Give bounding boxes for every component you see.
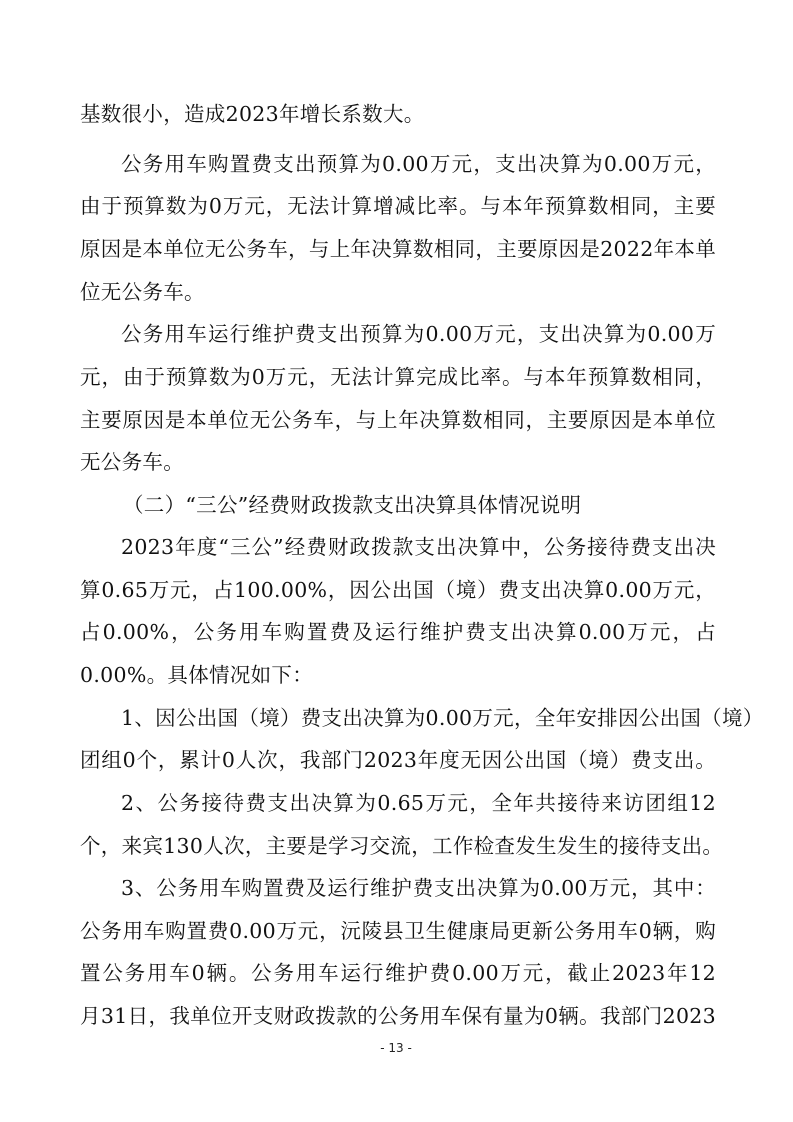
paragraph-line-21: 置公务用车0辆。公务用车运行维护费0.00万元，截止2023年12 [80, 961, 716, 985]
paragraph-line-17: 2、公务接待费支出决算为0.65万元，全年共接待来访团组12 [121, 791, 716, 815]
paragraph-line-13: 占0.00%，公务用车购置费及运行维护费支出决算0.00万元，占 [80, 620, 716, 644]
paragraph-line-14: 0.00%。具体情况如下： [80, 663, 314, 687]
paragraph-line-11: 2023年度“三公”经费财政拨款支出决算中，公务接待费支出决 [121, 535, 716, 559]
paragraph-line-12: 算0.65万元，占100.00%，因公出国（境）费支出决算0.00万元， [80, 578, 716, 602]
page-number: - 13 - [380, 1041, 412, 1055]
paragraph-line-6: 公务用车运行维护费支出预算为0.00万元，支出决算为0.00万 [121, 322, 716, 346]
paragraph-line-5: 位无公务车。 [80, 280, 205, 304]
section-heading: （二）“三公”经费财政拨款支出决算具体情况说明 [123, 493, 582, 517]
paragraph-line-15: 1、因公出国（境）费支出决算为0.00万元，全年安排因公出国（境） [121, 706, 764, 730]
paragraph-line-4: 原因是本单位无公务车，与上年决算数相同，主要原因是2022年本单 [80, 237, 716, 261]
paragraph-line-7: 元，由于预算数为0万元，无法计算完成比率。与本年预算数相同， [80, 365, 716, 389]
paragraph-line-8: 主要原因是本单位无公务车，与上年决算数相同，主要原因是本单位 [80, 408, 716, 432]
paragraph-line-20: 公务用车购置费0.00万元，沅陵县卫生健康局更新公务用车0辆，购 [80, 919, 716, 943]
paragraph-line-22: 月31日，我单位开支财政拨款的公务用车保有量为0辆。我部门2023 [80, 1004, 716, 1028]
paragraph-line-19: 3、公务用车购置费及运行维护费支出决算为0.00万元，其中： [121, 876, 716, 900]
paragraph-line-3: 由于预算数为0万元，无法计算增减比率。与本年预算数相同，主要 [80, 194, 716, 218]
paragraph-line-9: 无公务车。 [80, 450, 184, 474]
paragraph-line-16: 团组0个，累计0人次，我部门2023年度无因公出国（境）费支出。 [80, 748, 716, 772]
paragraph-line-1: 基数很小，造成2023年增长系数大。 [80, 102, 425, 126]
paragraph-line-2: 公务用车购置费支出预算为0.00万元，支出决算为0.00万元， [121, 152, 716, 176]
paragraph-line-18: 个，来宾130人次，主要是学习交流，工作检查发生发生的接待支出。 [80, 834, 724, 858]
